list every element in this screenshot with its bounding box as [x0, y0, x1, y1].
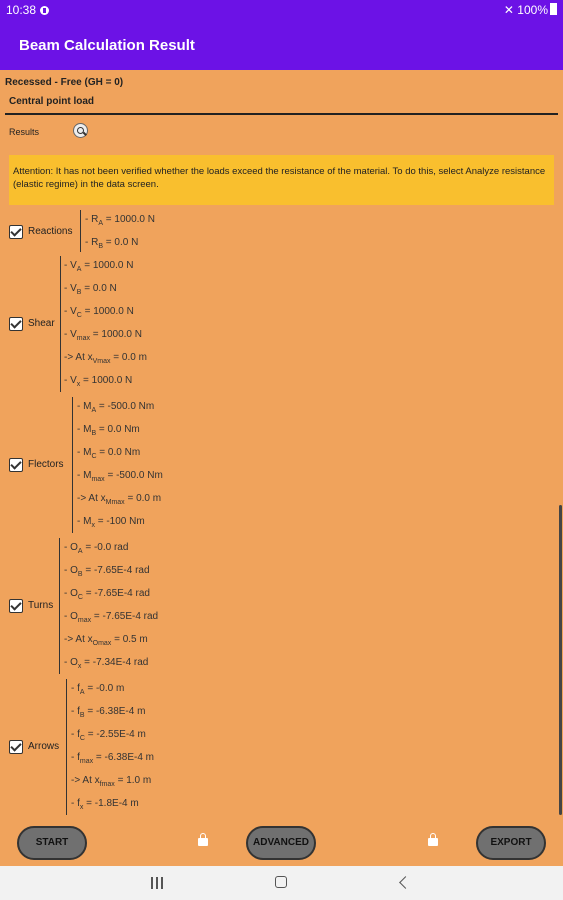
battery-icon	[550, 3, 557, 15]
arrows-value-item: - $f_x = -1.8E-4$ m	[71, 798, 139, 811]
flectors-value-item: -> At $x_{Mmax} = 0.0$ m	[77, 493, 162, 506]
load-type: Central point load	[9, 96, 94, 107]
attention-box	[9, 155, 554, 205]
shear-value-item: -> At $x_{Vmax} = 0.0$ m	[64, 352, 147, 365]
battery-text: 100%	[517, 3, 548, 17]
turns-value-item: - $O_C = -7.65E-4$ rad	[64, 588, 150, 601]
turns-label: Turns	[28, 600, 54, 611]
scrollbar[interactable]	[559, 505, 562, 815]
flectors-bracket	[72, 397, 73, 533]
lock-icon	[428, 838, 438, 846]
status-time: 10:38	[6, 3, 49, 17]
shear-value-item: - $V_{max} = 1000.0$ N	[64, 329, 142, 342]
reactions-label: Reactions	[28, 226, 73, 237]
flectors-value-item: - $M_B = 0.0$ Nm	[77, 424, 140, 437]
recents-icon[interactable]	[151, 877, 163, 889]
turns-value-item: - $O_{max} = -7.65E-4$ rad	[64, 611, 159, 624]
arrows-bracket	[66, 679, 67, 815]
arrows-value-item: -> At $x_{fmax} = 1.0$ m	[71, 775, 152, 788]
reactions-value-item: - $R_A = 1000.0$ N	[85, 214, 155, 227]
arrows-value-item: - $f_A = -0.0$ m	[71, 683, 125, 696]
reactions-checkbox[interactable]	[9, 225, 23, 239]
turns-bracket	[59, 538, 60, 674]
turns-value-item: - $O_B = -7.65E-4$ rad	[64, 565, 150, 578]
flectors-value-item: - $M_x = -100$ Nm	[77, 516, 145, 529]
turns-value-item: - $O_A = -0.0$ rad	[64, 542, 129, 555]
shear-label: Shear	[28, 318, 55, 329]
results-label: Results	[9, 127, 40, 137]
turns-value-item: -> At $x_{Omax} = 0.5$ m	[64, 634, 148, 647]
start-button[interactable]: START	[17, 826, 87, 860]
arrows-value-item: - $f_C = -2.55E-4$ m	[71, 729, 146, 742]
arrows-checkbox[interactable]	[9, 740, 23, 754]
shear-value-item: - $V_A = 1000.0$ N	[64, 260, 134, 273]
back-icon[interactable]	[399, 876, 412, 889]
shear-checkbox[interactable]	[9, 317, 23, 331]
turns-value-item: - $O_x = -7.34E-4$ rad	[64, 657, 149, 670]
divider	[5, 113, 558, 115]
attention-text: Attention: It has not been verified whether the loads exceed the resistance of the material. To do this, select Analyze resistance (elastic regime) in the data screen.	[13, 166, 546, 190]
arrows-label: Arrows	[28, 741, 60, 752]
flectors-checkbox[interactable]	[9, 458, 23, 472]
zoom-icon[interactable]	[73, 123, 88, 138]
flectors-value-item: - $M_A = -500.0$ Nm	[77, 401, 155, 414]
home-icon[interactable]	[275, 876, 287, 888]
page-title: Beam Calculation Result	[19, 37, 195, 54]
flectors-label: Flectors	[28, 459, 64, 470]
system-nav-bar	[0, 866, 563, 900]
status-bar	[0, 0, 563, 20]
shear-value-item: - $V_B = 0.0$ N	[64, 283, 117, 296]
shear-value-item: - $V_C = 1000.0$ N	[64, 306, 134, 319]
support-type: Recessed - Free (GH = 0)	[5, 77, 124, 88]
arrows-value-item: - $f_B = -6.38E-4$ m	[71, 706, 146, 719]
notification-icon	[40, 6, 49, 15]
lock-icon	[198, 838, 208, 846]
flectors-value-item: - $M_{max} = -500.0$ Nm	[77, 470, 163, 483]
flectors-value-item: - $M_C = 0.0$ Nm	[77, 447, 141, 460]
bottom-action-bar	[0, 818, 563, 866]
export-button[interactable]: EXPORT	[476, 826, 546, 860]
reactions-value-item: - $R_B = 0.0$ N	[85, 237, 139, 250]
reactions-bracket	[80, 210, 81, 252]
advanced-button[interactable]: ADVANCED	[246, 826, 316, 860]
status-right: ✕ 100%	[504, 3, 557, 17]
arrows-value-item: - $f_{max} = -6.38E-4$ m	[71, 752, 154, 765]
shear-bracket	[60, 256, 61, 392]
app-bar	[0, 20, 563, 70]
shear-value-item: - $V_x = 1000.0$ N	[64, 375, 133, 388]
turns-checkbox[interactable]	[9, 599, 23, 613]
